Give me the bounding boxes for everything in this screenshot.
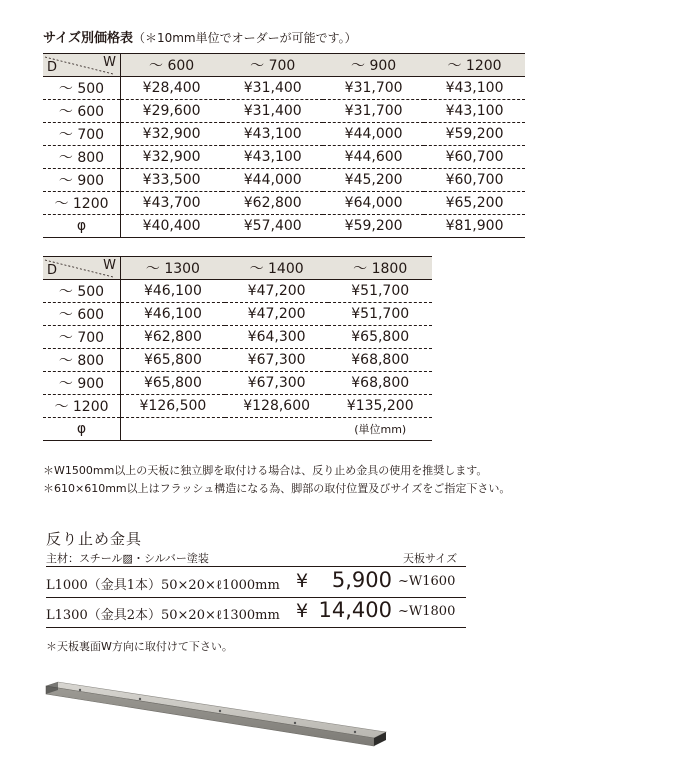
row-label: ～ 500 xyxy=(43,77,121,100)
price-cell xyxy=(225,418,329,441)
price-cell: ¥57,400 xyxy=(222,215,323,238)
price-cell: ¥60,700 xyxy=(424,146,525,169)
price-cell: ¥32,900 xyxy=(121,123,223,146)
row-label: ～ 800 xyxy=(43,146,121,169)
price-cell: ¥65,800 xyxy=(121,349,225,372)
price-cell: ¥62,800 xyxy=(222,192,323,215)
price-cell: ¥135,200 xyxy=(328,395,432,418)
fitting-material: 主材：スチール▨・シルバー塗装 xyxy=(46,552,209,565)
price-cell: ¥31,700 xyxy=(323,100,424,123)
price-cell: ¥68,800 xyxy=(328,372,432,395)
row-label: φ xyxy=(43,418,121,441)
table-row xyxy=(43,77,525,100)
price-cell: ¥44,600 xyxy=(323,146,424,169)
price-cell: ¥44,000 xyxy=(222,169,323,192)
corner-d-label: D xyxy=(47,263,58,278)
table-row xyxy=(43,123,525,146)
fitting-max-size: ~W1800 xyxy=(398,604,456,619)
price-cell: ¥128,600 xyxy=(225,395,329,418)
price-cell: ¥43,700 xyxy=(121,192,223,215)
yen-sign: ¥ xyxy=(296,600,309,622)
corner-cell xyxy=(43,54,121,77)
price-cell: ¥29,600 xyxy=(121,100,223,123)
row-label: ～ 700 xyxy=(43,326,121,349)
fitting-row xyxy=(46,566,466,598)
table-row xyxy=(43,169,525,192)
table-header-row xyxy=(43,257,432,280)
table-row xyxy=(43,349,432,372)
row-label: ～ 600 xyxy=(43,303,121,326)
price-cell: ¥62,800 xyxy=(121,326,225,349)
price-cell: ¥59,200 xyxy=(424,123,525,146)
table-row xyxy=(43,100,525,123)
fitting-size-header: 天板サイズ xyxy=(403,552,458,565)
corner-w-label: W xyxy=(103,258,116,273)
column-header: ～ 1300 xyxy=(121,257,225,280)
fitting-name: L1000（金具1本）50×20×ℓ1000mm xyxy=(46,578,280,593)
fitting-section xyxy=(46,528,466,653)
fitting-name: L1300（金具2本）50×20×ℓ1300mm xyxy=(46,608,280,623)
price-cell: ¥43,100 xyxy=(424,77,525,100)
price-cell: ¥43,100 xyxy=(424,100,525,123)
price-cell: ¥31,400 xyxy=(222,77,323,100)
row-label: ～ 900 xyxy=(43,169,121,192)
price-cell: ¥43,100 xyxy=(222,146,323,169)
price-cell: ¥44,000 xyxy=(323,123,424,146)
price-cell: ¥68,800 xyxy=(328,349,432,372)
price-cell: ¥60,700 xyxy=(424,169,525,192)
heading-title: サイズ別価格表 xyxy=(43,31,133,46)
row-label: ～ 1200 xyxy=(43,192,121,215)
price-cell: ¥51,700 xyxy=(328,303,432,326)
price-cell: ¥45,200 xyxy=(323,169,424,192)
column-header: ～ 1800 xyxy=(328,257,432,280)
table-header-row xyxy=(43,54,525,77)
fitting-price: 14,400 xyxy=(318,598,392,622)
price-cell: ¥28,400 xyxy=(121,77,223,100)
column-header: ～ 1200 xyxy=(424,54,525,77)
table-row xyxy=(43,326,432,349)
price-cell: ¥33,500 xyxy=(121,169,223,192)
yen-sign: ¥ xyxy=(296,570,309,592)
corner-d-label: D xyxy=(47,60,58,75)
corner-cell xyxy=(43,257,121,280)
fitting-note: ＊天板裏面W方向に取付けて下さい。 xyxy=(46,640,233,653)
column-header: ～ 1400 xyxy=(225,257,329,280)
price-cell: ¥32,900 xyxy=(121,146,223,169)
price-cell: ¥46,100 xyxy=(121,280,225,303)
row-label: ～ 600 xyxy=(43,100,121,123)
table-row xyxy=(43,192,525,215)
price-cell: ¥81,900 xyxy=(424,215,525,238)
notes-block xyxy=(43,462,510,498)
note-line: ＊610×610mm以上はフラッシュ構造になる為、脚部の取付位置及びサイズをご指定下さい。 xyxy=(43,482,511,495)
price-cell: ¥31,700 xyxy=(323,77,424,100)
table-row xyxy=(43,395,432,418)
table-row xyxy=(43,215,525,238)
heading-subtitle: （＊10mm単位でオーダーが可能です。） xyxy=(132,31,357,45)
row-label: ～ 1200 xyxy=(43,395,121,418)
price-cell: ¥47,200 xyxy=(225,303,329,326)
fitting-price: 5,900 xyxy=(331,568,392,592)
price-table-1 xyxy=(43,53,525,238)
price-table-2 xyxy=(43,256,432,441)
row-label: ～ 700 xyxy=(43,123,121,146)
price-cell: ¥31,400 xyxy=(222,100,323,123)
price-cell: ¥43,100 xyxy=(222,123,323,146)
unit-label: (単位mm) xyxy=(328,418,432,441)
price-cell: ¥126,500 xyxy=(121,395,225,418)
section-heading xyxy=(43,27,357,46)
column-header: ～ 700 xyxy=(222,54,323,77)
fitting-title: 反り止め金具 xyxy=(46,530,143,548)
table-row xyxy=(43,146,525,169)
column-header: ～ 900 xyxy=(323,54,424,77)
corner-w-label: W xyxy=(103,55,116,70)
price-cell xyxy=(121,418,225,441)
price-cell: ¥65,200 xyxy=(424,192,525,215)
table-row xyxy=(43,280,432,303)
price-cell: ¥47,200 xyxy=(225,280,329,303)
row-label: ～ 900 xyxy=(43,372,121,395)
price-cell: ¥65,800 xyxy=(328,326,432,349)
price-cell: ¥64,300 xyxy=(225,326,329,349)
fitting-row xyxy=(46,597,466,628)
table-row xyxy=(43,372,432,395)
row-label: ～ 800 xyxy=(43,349,121,372)
table-row xyxy=(43,303,432,326)
price-cell: ¥46,100 xyxy=(121,303,225,326)
row-label: ～ 500 xyxy=(43,280,121,303)
price-cell: ¥67,300 xyxy=(225,372,329,395)
steel-bar-illustration xyxy=(40,676,400,756)
price-cell: ¥51,700 xyxy=(328,280,432,303)
price-cell: ¥67,300 xyxy=(225,349,329,372)
price-cell: ¥40,400 xyxy=(121,215,223,238)
price-cell: ¥65,800 xyxy=(121,372,225,395)
note-line: ＊W1500mm以上の天板に独立脚を取付ける場合は、反り止め金具の使用を推奨します。 xyxy=(43,464,488,477)
column-header: ～ 600 xyxy=(121,54,223,77)
price-cell: ¥59,200 xyxy=(323,215,424,238)
row-label: φ xyxy=(43,215,121,238)
price-cell: ¥64,000 xyxy=(323,192,424,215)
fitting-max-size: ~W1600 xyxy=(398,574,456,589)
table-row xyxy=(43,418,432,441)
